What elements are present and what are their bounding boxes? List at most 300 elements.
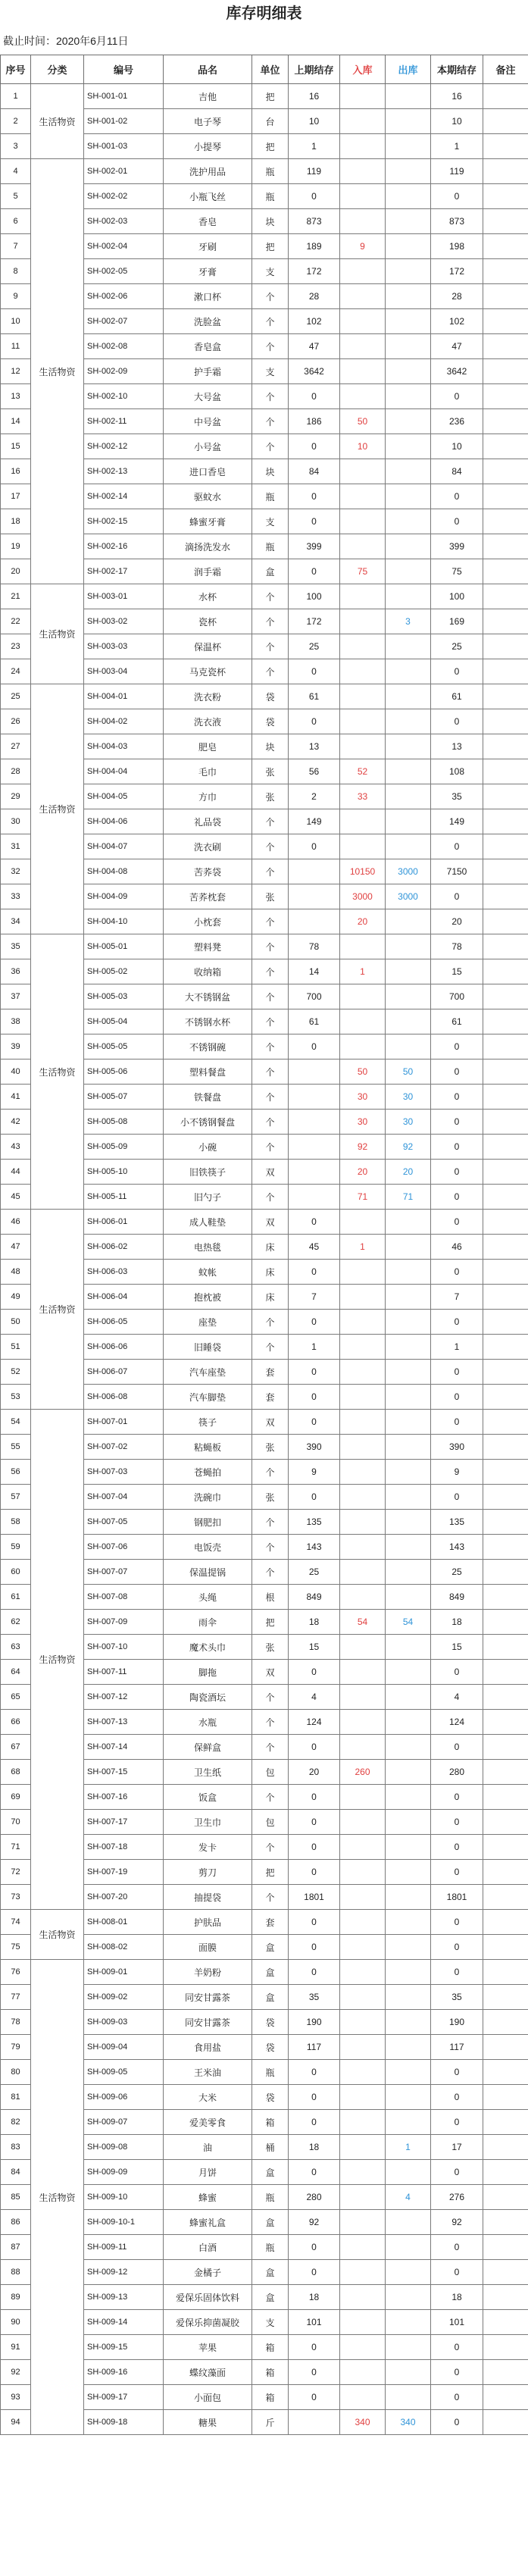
stock-out <box>386 184 431 209</box>
stock-out <box>386 1235 431 1260</box>
item-name: 不锈钢水杯 <box>164 1009 252 1034</box>
remark <box>483 1385 528 1410</box>
item-unit: 个 <box>252 1335 289 1360</box>
row-index: 2 <box>1 109 31 134</box>
item-name: 洗护用品 <box>164 159 252 184</box>
current-stock: 0 <box>431 1660 483 1685</box>
current-stock: 3642 <box>431 359 483 384</box>
current-stock: 10 <box>431 434 483 459</box>
remark <box>483 684 528 709</box>
row-index: 73 <box>1 1885 31 1910</box>
stock-in: 1 <box>340 959 386 984</box>
row-index: 66 <box>1 1710 31 1735</box>
previous-stock: 25 <box>289 1560 340 1585</box>
stock-out <box>386 134 431 159</box>
item-name: 陶瓷酒坛 <box>164 1685 252 1710</box>
item-unit: 个 <box>252 634 289 659</box>
item-code: SH-007-10 <box>84 1635 164 1660</box>
current-stock: 0 <box>431 1860 483 1885</box>
stock-out <box>386 984 431 1009</box>
stock-in <box>340 2135 386 2160</box>
item-unit: 把 <box>252 1610 289 1635</box>
current-stock: 102 <box>431 309 483 334</box>
item-code: SH-009-04 <box>84 2035 164 2060</box>
stock-out <box>386 1685 431 1710</box>
remark <box>483 1610 528 1635</box>
item-name: 旧勺子 <box>164 1185 252 1210</box>
item-code: SH-004-10 <box>84 909 164 934</box>
previous-stock: 0 <box>289 1485 340 1510</box>
stock-out: 30 <box>386 1110 431 1135</box>
remark <box>483 834 528 859</box>
stock-in: 1 <box>340 1235 386 1260</box>
item-unit: 个 <box>252 1785 289 1810</box>
stock-in <box>340 1285 386 1310</box>
item-unit: 支 <box>252 259 289 284</box>
remark <box>483 1885 528 1910</box>
header-remark: 备注 <box>483 55 528 84</box>
item-unit: 把 <box>252 234 289 259</box>
previous-stock: 0 <box>289 2110 340 2135</box>
item-name: 爱保乐抑菌凝胶 <box>164 2310 252 2335</box>
item-name: 礼品袋 <box>164 809 252 834</box>
item-code: SH-002-16 <box>84 534 164 559</box>
stock-in <box>340 1785 386 1810</box>
remark <box>483 809 528 834</box>
stock-out <box>386 234 431 259</box>
current-stock: 92 <box>431 2210 483 2235</box>
category-cell: 生活物资 <box>31 159 84 584</box>
row-index: 57 <box>1 1485 31 1510</box>
table-row <box>1 84 528 109</box>
stock-out <box>386 1785 431 1810</box>
previous-stock: 0 <box>289 1835 340 1860</box>
previous-stock: 0 <box>289 559 340 584</box>
item-unit: 个 <box>252 934 289 959</box>
current-stock: 0 <box>431 884 483 909</box>
stock-out <box>386 1335 431 1360</box>
item-unit: 个 <box>252 309 289 334</box>
item-name: 苍蝇拍 <box>164 1460 252 1485</box>
previous-stock: 849 <box>289 1585 340 1610</box>
row-index: 18 <box>1 509 31 534</box>
previous-stock: 0 <box>289 2060 340 2085</box>
item-unit: 盒 <box>252 1960 289 1985</box>
remark <box>483 1660 528 1685</box>
remark <box>483 1985 528 2010</box>
item-name: 洗衣刷 <box>164 834 252 859</box>
remark <box>483 2335 528 2360</box>
item-code: SH-007-08 <box>84 1585 164 1610</box>
item-code: SH-006-04 <box>84 1285 164 1310</box>
item-unit: 个 <box>252 1060 289 1085</box>
current-stock: 7 <box>431 1285 483 1310</box>
item-unit: 个 <box>252 1185 289 1210</box>
stock-in <box>340 134 386 159</box>
row-index: 35 <box>1 934 31 959</box>
item-name: 小枕套 <box>164 909 252 934</box>
stock-in: 20 <box>340 1160 386 1185</box>
current-stock: 1 <box>431 134 483 159</box>
row-index: 61 <box>1 1585 31 1610</box>
stock-in <box>340 684 386 709</box>
stock-in <box>340 1685 386 1710</box>
previous-stock: 92 <box>289 2210 340 2235</box>
item-name: 滴扬洗发水 <box>164 534 252 559</box>
stock-out <box>386 1385 431 1410</box>
item-name: 洗脸盆 <box>164 309 252 334</box>
item-name: 座垫 <box>164 1310 252 1335</box>
item-unit: 盒 <box>252 2285 289 2310</box>
item-name: 汽车脚垫 <box>164 1385 252 1410</box>
stock-in <box>340 259 386 284</box>
remark <box>483 1185 528 1210</box>
row-index: 30 <box>1 809 31 834</box>
row-index: 55 <box>1 1435 31 1460</box>
previous-stock: 390 <box>289 1435 340 1460</box>
current-stock: 124 <box>431 1710 483 1735</box>
item-unit: 套 <box>252 1385 289 1410</box>
stock-out <box>386 2160 431 2185</box>
item-unit: 个 <box>252 334 289 359</box>
row-index: 14 <box>1 409 31 434</box>
stock-out <box>386 659 431 684</box>
stock-in: 30 <box>340 1085 386 1110</box>
item-unit: 床 <box>252 1260 289 1285</box>
row-index: 26 <box>1 709 31 734</box>
current-stock: 198 <box>431 234 483 259</box>
stock-in <box>340 2060 386 2085</box>
row-index: 34 <box>1 909 31 934</box>
current-stock: 0 <box>431 2360 483 2385</box>
remark <box>483 2185 528 2210</box>
remark <box>483 2285 528 2310</box>
stock-in <box>340 709 386 734</box>
current-stock: 399 <box>431 534 483 559</box>
row-index: 3 <box>1 134 31 159</box>
current-stock: 108 <box>431 759 483 784</box>
remark <box>483 1685 528 1710</box>
item-name: 食用盐 <box>164 2035 252 2060</box>
current-stock: 236 <box>431 409 483 434</box>
row-index: 45 <box>1 1185 31 1210</box>
item-code: SH-007-01 <box>84 1410 164 1435</box>
item-code: SH-007-13 <box>84 1710 164 1735</box>
remark <box>483 1935 528 1960</box>
stock-out <box>386 1635 431 1660</box>
remark <box>483 334 528 359</box>
previous-stock: 0 <box>289 2160 340 2185</box>
remark <box>483 1160 528 1185</box>
item-name: 头绳 <box>164 1585 252 1610</box>
item-code: SH-007-18 <box>84 1835 164 1860</box>
item-code: SH-002-13 <box>84 459 164 484</box>
item-name: 水瓶 <box>164 1710 252 1735</box>
item-code: SH-002-02 <box>84 184 164 209</box>
item-code: SH-006-02 <box>84 1235 164 1260</box>
stock-out <box>386 2210 431 2235</box>
item-code: SH-009-10 <box>84 2185 164 2210</box>
remark <box>483 1710 528 1735</box>
previous-stock <box>289 1110 340 1135</box>
stock-in: 30 <box>340 1110 386 1135</box>
previous-stock: 0 <box>289 1660 340 1685</box>
row-index: 83 <box>1 2135 31 2160</box>
item-code: SH-007-04 <box>84 1485 164 1510</box>
row-index: 20 <box>1 559 31 584</box>
remark <box>483 1034 528 1060</box>
item-code: SH-005-09 <box>84 1135 164 1160</box>
stock-out <box>386 1585 431 1610</box>
item-code: SH-006-03 <box>84 1260 164 1285</box>
item-name: 香皂盒 <box>164 334 252 359</box>
header-unit: 单位 <box>252 55 289 84</box>
remark <box>483 209 528 234</box>
stock-in <box>340 984 386 1009</box>
current-stock: 0 <box>431 509 483 534</box>
current-stock: 143 <box>431 1535 483 1560</box>
item-code: SH-009-02 <box>84 1985 164 2010</box>
item-name: 抽提袋 <box>164 1885 252 1910</box>
item-unit: 支 <box>252 359 289 384</box>
item-code: SH-002-05 <box>84 259 164 284</box>
item-code: SH-002-11 <box>84 409 164 434</box>
stock-out <box>386 2260 431 2285</box>
stock-in <box>340 2385 386 2410</box>
previous-stock: 0 <box>289 1034 340 1060</box>
item-unit: 袋 <box>252 2035 289 2060</box>
stock-out <box>386 834 431 859</box>
item-name: 驱蚊水 <box>164 484 252 509</box>
current-stock: 100 <box>431 584 483 609</box>
item-code: SH-004-05 <box>84 784 164 809</box>
item-unit: 支 <box>252 509 289 534</box>
previous-stock: 0 <box>289 1735 340 1760</box>
remark <box>483 2035 528 2060</box>
stock-out: 50 <box>386 1060 431 1085</box>
stock-out <box>386 509 431 534</box>
previous-stock: 0 <box>289 1935 340 1960</box>
previous-stock <box>289 1060 340 1085</box>
stock-in <box>340 659 386 684</box>
category-cell: 生活物资 <box>31 584 84 684</box>
item-name: 金橘子 <box>164 2260 252 2285</box>
item-unit: 根 <box>252 1585 289 1610</box>
remark <box>483 1460 528 1485</box>
item-code: SH-005-06 <box>84 1060 164 1085</box>
remark <box>483 234 528 259</box>
remark <box>483 1910 528 1935</box>
item-unit: 瓶 <box>252 2060 289 2085</box>
item-unit: 个 <box>252 284 289 309</box>
item-unit: 张 <box>252 1485 289 1510</box>
stock-in: 75 <box>340 559 386 584</box>
item-code: SH-007-02 <box>84 1435 164 1460</box>
previous-stock: 25 <box>289 634 340 659</box>
item-code: SH-002-17 <box>84 559 164 584</box>
stock-out: 71 <box>386 1185 431 1210</box>
item-unit: 个 <box>252 1710 289 1735</box>
item-name: 小不锈钢餐盘 <box>164 1110 252 1135</box>
item-code: SH-009-07 <box>84 2110 164 2135</box>
stock-in <box>340 484 386 509</box>
stock-in <box>340 2335 386 2360</box>
remark <box>483 2085 528 2110</box>
stock-in <box>340 1635 386 1660</box>
header-item-name: 品名 <box>164 55 252 84</box>
row-index: 6 <box>1 209 31 234</box>
stock-in: 10150 <box>340 859 386 884</box>
previous-stock: 0 <box>289 2235 340 2260</box>
item-name: 水杯 <box>164 584 252 609</box>
item-unit: 个 <box>252 1510 289 1535</box>
item-code: SH-005-05 <box>84 1034 164 1060</box>
stock-in <box>340 1335 386 1360</box>
item-unit: 个 <box>252 1310 289 1335</box>
remark <box>483 709 528 734</box>
current-stock: 28 <box>431 284 483 309</box>
previous-stock: 102 <box>289 309 340 334</box>
item-code: SH-007-14 <box>84 1735 164 1760</box>
item-code: SH-009-06 <box>84 2085 164 2110</box>
item-code: SH-005-03 <box>84 984 164 1009</box>
item-code: SH-009-15 <box>84 2335 164 2360</box>
remark <box>483 634 528 659</box>
current-stock: 0 <box>431 2335 483 2360</box>
previous-stock: 143 <box>289 1535 340 1560</box>
stock-in <box>340 284 386 309</box>
item-unit: 张 <box>252 1635 289 1660</box>
previous-stock: 45 <box>289 1235 340 1260</box>
stock-out <box>386 1260 431 1285</box>
current-stock: 0 <box>431 1810 483 1835</box>
item-name: 大米 <box>164 2085 252 2110</box>
previous-stock <box>289 1085 340 1110</box>
previous-stock: 35 <box>289 1985 340 2010</box>
current-stock: 0 <box>431 1385 483 1410</box>
stock-in: 92 <box>340 1135 386 1160</box>
stock-in <box>340 1485 386 1510</box>
remark <box>483 1560 528 1585</box>
previous-stock: 0 <box>289 1385 340 1410</box>
item-name: 毛巾 <box>164 759 252 784</box>
stock-out <box>386 684 431 709</box>
current-stock: 849 <box>431 1585 483 1610</box>
item-name: 蜂蜜礼盒 <box>164 2210 252 2235</box>
remark <box>483 1760 528 1785</box>
stock-out <box>386 359 431 384</box>
remark <box>483 2135 528 2160</box>
stock-out <box>386 709 431 734</box>
table-row <box>1 584 528 609</box>
item-code: SH-009-03 <box>84 2010 164 2035</box>
item-unit: 桶 <box>252 2135 289 2160</box>
remark <box>483 2410 528 2435</box>
row-index: 77 <box>1 1985 31 2010</box>
stock-out <box>386 1960 431 1985</box>
current-stock: 9 <box>431 1460 483 1485</box>
current-stock: 0 <box>431 1060 483 1085</box>
row-index: 50 <box>1 1310 31 1335</box>
stock-out <box>386 434 431 459</box>
current-stock: 169 <box>431 609 483 634</box>
item-code: SH-002-12 <box>84 434 164 459</box>
row-index: 84 <box>1 2160 31 2185</box>
current-stock: 61 <box>431 684 483 709</box>
previous-stock: 0 <box>289 834 340 859</box>
current-stock: 0 <box>431 2410 483 2435</box>
current-stock: 0 <box>431 1785 483 1810</box>
stock-in <box>340 1009 386 1034</box>
current-stock: 0 <box>431 1735 483 1760</box>
item-unit: 双 <box>252 1160 289 1185</box>
stock-out <box>386 1885 431 1910</box>
item-name: 大号盆 <box>164 384 252 409</box>
remark <box>483 959 528 984</box>
stock-out <box>386 934 431 959</box>
current-stock: 25 <box>431 1560 483 1585</box>
row-index: 22 <box>1 609 31 634</box>
stock-out <box>386 909 431 934</box>
stock-in <box>340 2110 386 2135</box>
current-stock: 101 <box>431 2310 483 2335</box>
item-name: 护手霜 <box>164 359 252 384</box>
current-stock: 0 <box>431 1185 483 1210</box>
row-index: 51 <box>1 1335 31 1360</box>
previous-stock: 190 <box>289 2010 340 2035</box>
current-stock: 18 <box>431 2285 483 2310</box>
item-unit: 把 <box>252 134 289 159</box>
item-code: SH-002-15 <box>84 509 164 534</box>
item-code: SH-009-12 <box>84 2260 164 2285</box>
stock-out <box>386 384 431 409</box>
stock-out <box>386 484 431 509</box>
stock-out <box>386 2360 431 2385</box>
stock-in <box>340 834 386 859</box>
item-name: 卫生纸 <box>164 1760 252 1785</box>
stock-in <box>340 734 386 759</box>
current-stock: 0 <box>431 1210 483 1235</box>
item-name: 瓷杯 <box>164 609 252 634</box>
stock-out <box>386 2085 431 2110</box>
remark <box>483 1260 528 1285</box>
header-index: 序号 <box>1 55 31 84</box>
remark <box>483 2210 528 2235</box>
stock-out <box>386 1210 431 1235</box>
current-stock: 0 <box>431 2385 483 2410</box>
remark <box>483 1510 528 1535</box>
item-name: 蚊帐 <box>164 1260 252 1285</box>
item-name: 汽车座垫 <box>164 1360 252 1385</box>
current-stock: 0 <box>431 184 483 209</box>
stock-in <box>340 1260 386 1285</box>
item-name: 小碗 <box>164 1135 252 1160</box>
current-stock: 0 <box>431 2110 483 2135</box>
previous-stock: 280 <box>289 2185 340 2210</box>
remark <box>483 759 528 784</box>
item-name: 旧铁筷子 <box>164 1160 252 1185</box>
stock-out <box>386 1535 431 1560</box>
stock-in <box>340 809 386 834</box>
item-name: 保温提锅 <box>164 1560 252 1585</box>
current-stock: 0 <box>431 1910 483 1935</box>
item-unit: 个 <box>252 1685 289 1710</box>
stock-out <box>386 1285 431 1310</box>
stock-out <box>386 1410 431 1435</box>
stock-out <box>386 309 431 334</box>
item-name: 洗衣粉 <box>164 684 252 709</box>
stock-out <box>386 1660 431 1685</box>
